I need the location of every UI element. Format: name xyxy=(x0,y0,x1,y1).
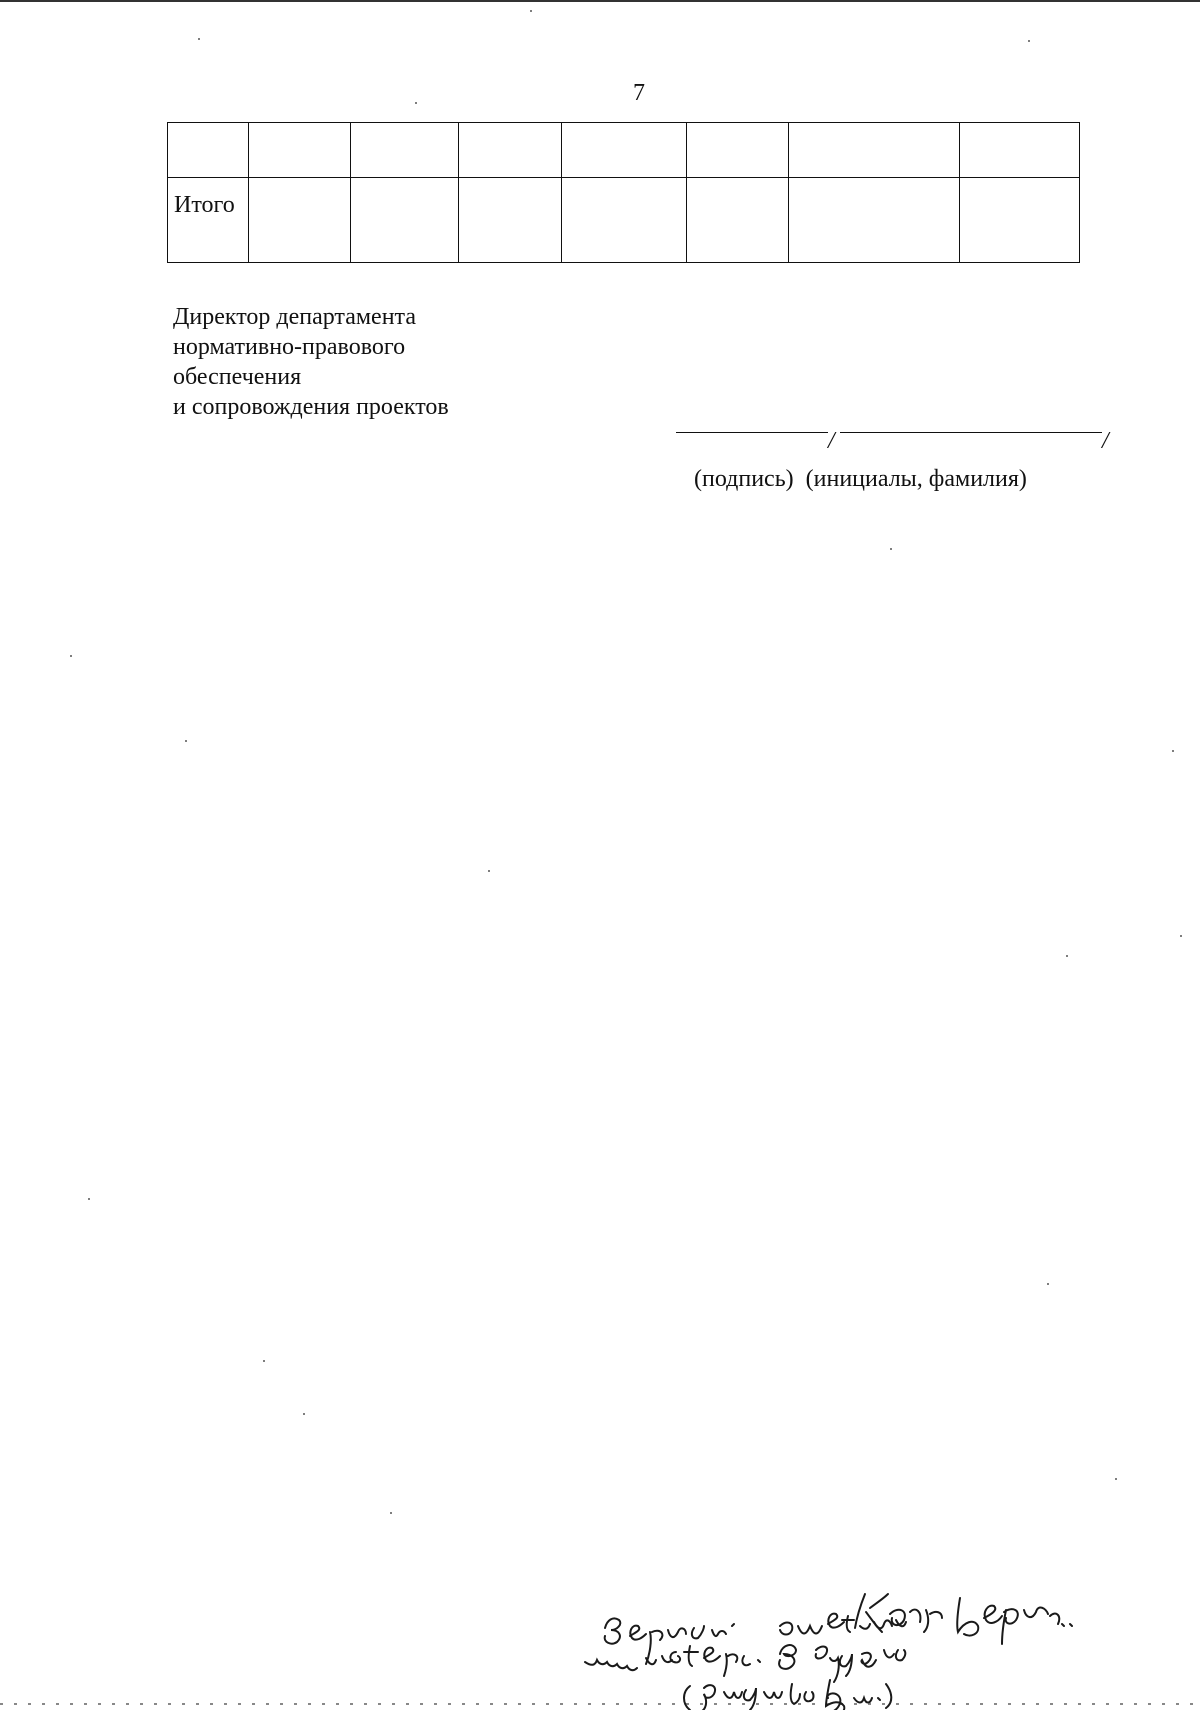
table-cell xyxy=(249,178,351,263)
scan-speck xyxy=(890,548,892,550)
scan-speck xyxy=(70,655,72,657)
table-cell xyxy=(249,123,351,178)
signer-title xyxy=(173,302,573,422)
table-cell xyxy=(351,178,459,263)
total-label: Итого xyxy=(174,192,235,218)
table-cell xyxy=(351,123,459,178)
table-cell xyxy=(960,178,1080,263)
signer-line: Директор департамента xyxy=(173,304,416,330)
scan-speck xyxy=(263,1360,265,1362)
scan-top-edge xyxy=(0,0,1200,2)
signature-separator: / xyxy=(828,428,835,454)
scan-speck xyxy=(198,38,200,40)
scan-speck xyxy=(530,10,532,12)
signer-line: нормативно-правового xyxy=(173,334,406,360)
table-cell xyxy=(687,123,789,178)
table-cell-total-label xyxy=(168,178,249,263)
table-cell xyxy=(562,178,687,263)
table-cell xyxy=(960,123,1080,178)
scan-speck xyxy=(88,1198,90,1200)
handwritten-certification xyxy=(580,1580,1200,1710)
table-cell xyxy=(687,178,789,263)
name-line xyxy=(840,432,1102,433)
scan-speck xyxy=(185,740,187,742)
table-row-total xyxy=(168,178,1080,263)
page-number: 7 xyxy=(633,80,645,106)
scan-speck xyxy=(303,1413,305,1415)
scan-speck xyxy=(1047,1283,1049,1285)
scan-speck xyxy=(1028,40,1030,42)
table-cell xyxy=(459,178,562,263)
scan-speck xyxy=(415,102,417,104)
table-cell xyxy=(459,123,562,178)
scan-speck xyxy=(488,870,490,872)
table-cell xyxy=(168,123,249,178)
signature-end-mark: / xyxy=(1102,428,1109,454)
scan-speck xyxy=(390,1512,392,1514)
scan-speck xyxy=(1180,935,1182,937)
signature-line xyxy=(676,432,828,433)
scan-speck xyxy=(1115,1478,1117,1480)
table-cell xyxy=(789,178,960,263)
signer-line: и сопровождения проектов xyxy=(173,394,449,420)
table-cell xyxy=(562,123,687,178)
scan-speck xyxy=(1066,955,1068,957)
signature-caption: (подпись) (инициалы, фамилия) xyxy=(694,466,1027,492)
scan-speck xyxy=(1172,750,1174,752)
summary-table xyxy=(167,122,1080,263)
signer-line: обеспечения xyxy=(173,364,302,390)
table-cell xyxy=(789,123,960,178)
table-row xyxy=(168,123,1080,178)
